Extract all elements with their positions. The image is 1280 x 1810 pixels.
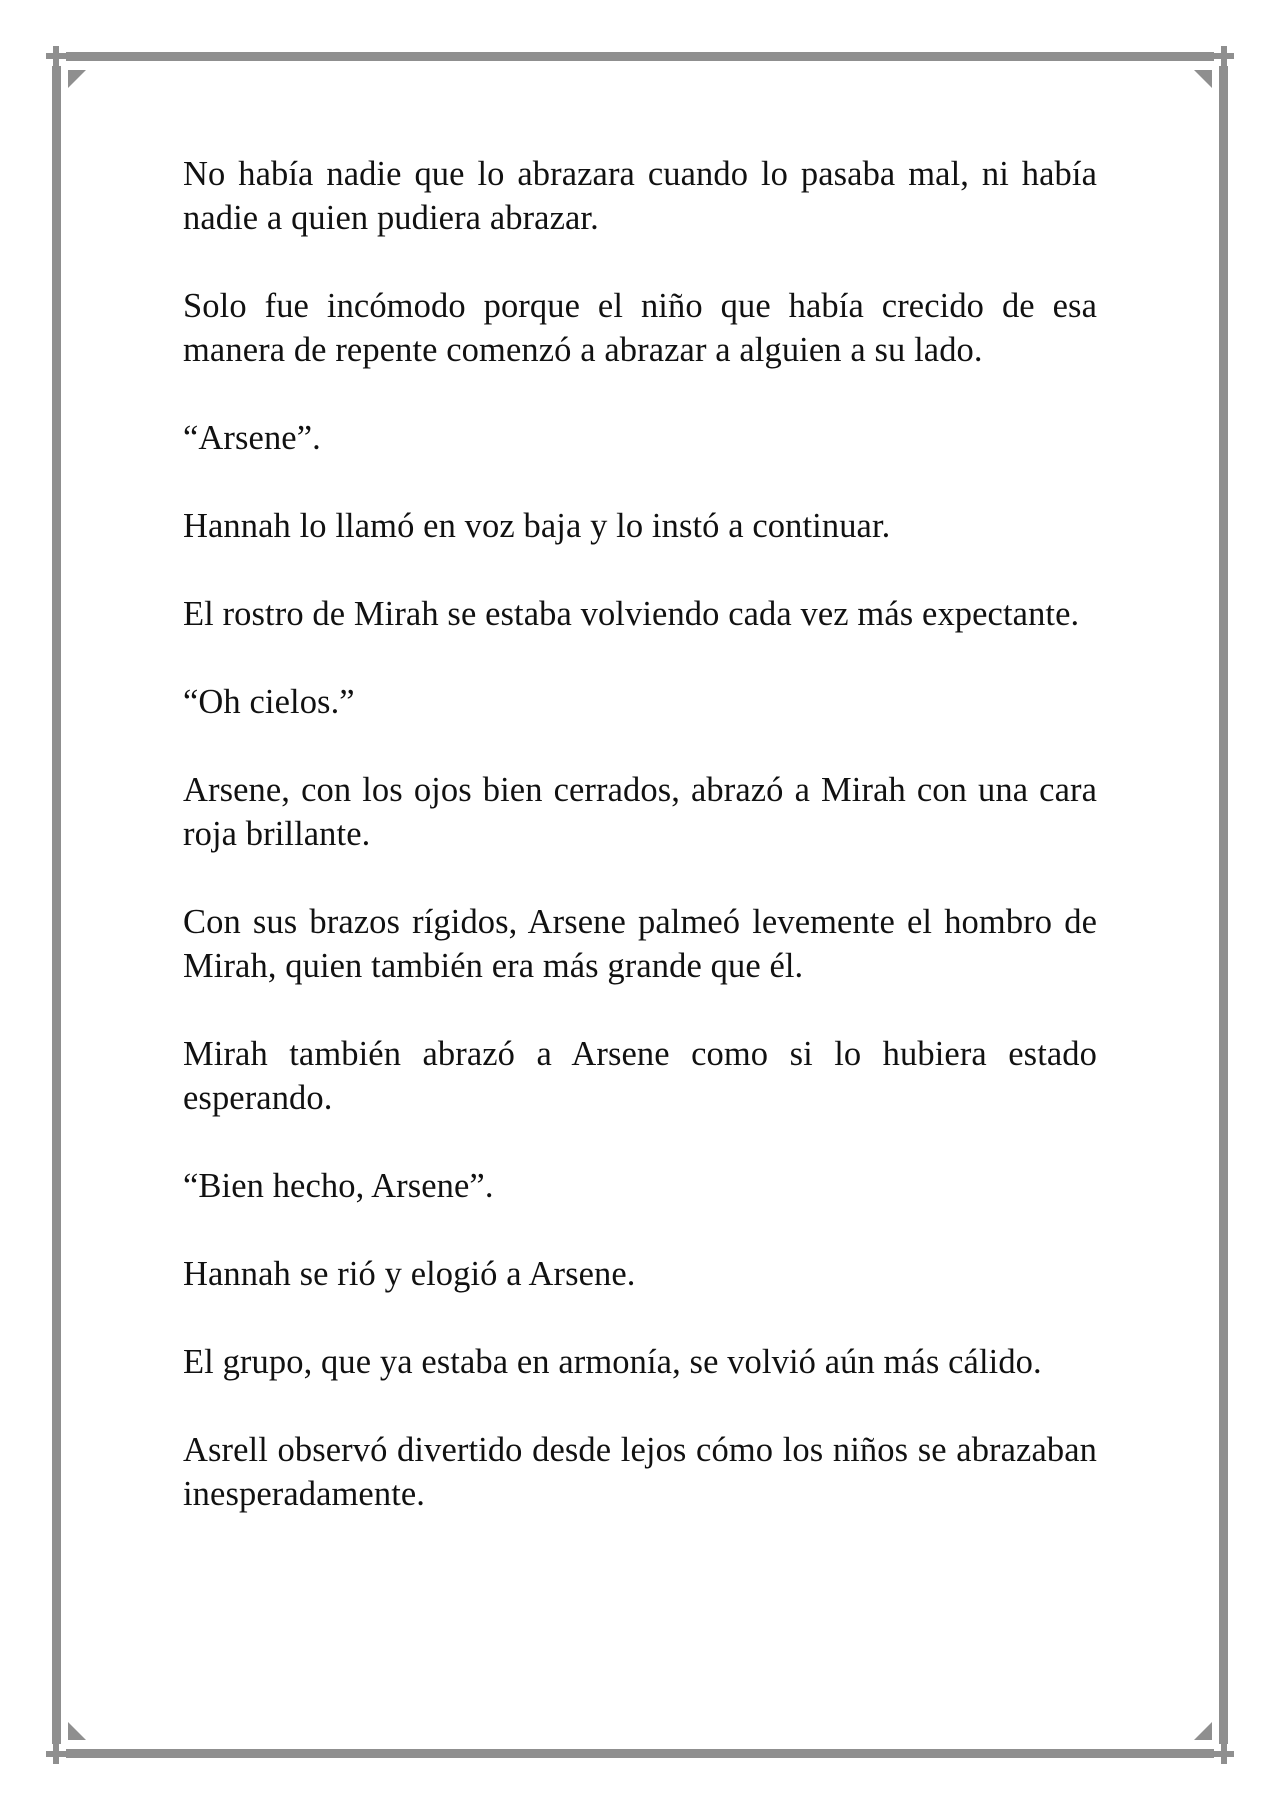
paragraph: Mirah también abrazó a Arsene como si lo hubiera estado esperando. <box>183 1035 1097 1117</box>
paragraph: Hannah se rió y elogió a Arsene. <box>183 1255 636 1293</box>
corner-triangle-bottom-right <box>1194 1722 1212 1740</box>
corner-ornament-bottom-left <box>46 1744 66 1764</box>
frame-left-border <box>52 66 61 1744</box>
paragraph: Solo fue incómodo porque el niño que había crecido de esa manera de repente comenzó a abrazar a alguien a su lado. <box>183 287 1097 369</box>
frame-bottom-border <box>66 1749 1214 1758</box>
paragraph: El grupo, que ya estaba en armonía, se volvió aún más cálido. <box>183 1343 1042 1381</box>
corner-triangle-bottom-left <box>68 1722 86 1740</box>
corner-ornament-top-left <box>46 46 66 66</box>
paragraph: “Bien hecho, Arsene”. <box>183 1167 494 1205</box>
paragraph: No había nadie que lo abrazara cuando lo pasaba mal, ni había nadie a quien pudiera abrazar. <box>183 155 1097 237</box>
paragraph: El rostro de Mirah se estaba volviendo cada vez más expectante. <box>183 595 1080 633</box>
corner-ornament-top-right <box>1214 46 1234 66</box>
corner-triangle-top-left <box>68 70 86 88</box>
paragraph: “Oh cielos.” <box>183 683 355 721</box>
paragraph: Asrell observó divertido desde lejos cómo los niños se abrazaban inesperadamente. <box>183 1431 1097 1513</box>
corner-ornament-bottom-right <box>1214 1744 1234 1764</box>
paragraph: Arsene, con los ojos bien cerrados, abrazó a Mirah con una cara roja brillante. <box>183 771 1097 853</box>
frame-right-border <box>1219 66 1228 1744</box>
paragraph: Con sus brazos rígidos, Arsene palmeó levemente el hombro de Mirah, quien también era más grande que él. <box>183 903 1097 985</box>
paragraph: Hannah lo llamó en voz baja y lo instó a continuar. <box>183 507 891 545</box>
page-text-body <box>183 152 1097 1560</box>
corner-triangle-top-right <box>1194 70 1212 88</box>
frame-top-border <box>66 52 1214 61</box>
paragraph: “Arsene”. <box>183 419 321 457</box>
